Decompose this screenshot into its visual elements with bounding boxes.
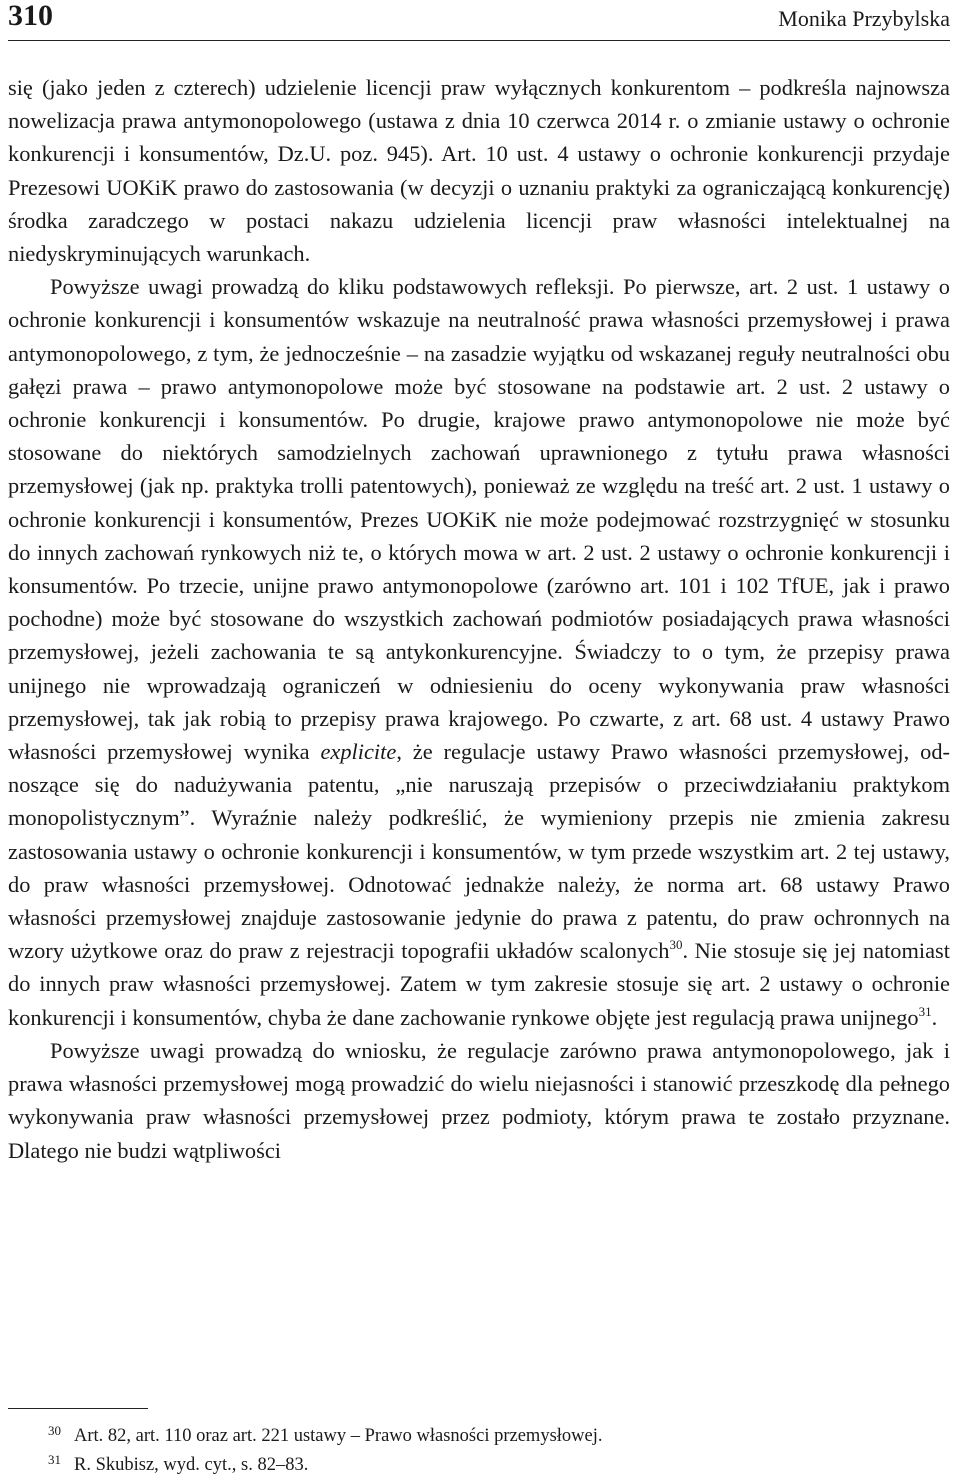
italic-term: explicite (320, 739, 397, 765)
paragraph-3: Powyższe uwagi prowadzą do wniosku, że regulacje zarówno prawa antymonopolowego, jak i prawa własności przemysłowej mogą prowadzić do wielu niejasności i stanowić przeszkodę dla pełnego wykonywania praw własności przemysłowej przez podmioty, którym prawa te zostało przyznane. Dlatego nie budzi wątpliwości (8, 1037, 950, 1163)
footnote-31 (8, 1451, 950, 1480)
footnote-text: R. Skubisz, wyd. cyt., s. 82–83. (74, 1455, 309, 1475)
footnote-text: Art. 82, art. 110 oraz art. 221 ustawy – Prawo własności przemysłowej. (74, 1426, 603, 1446)
paragraph-2-part-1: Powyższe uwagi prowadzą do kliku podstawowych refleksji. Po pierwsze, art. 2 ust. 1 ustawy o ochronie konkurencji i konsumentów wskazuje na neutralność prawa własności przemysłowej i prawa antymonopolowego, z tym, że jednocześnie – na zasadzie wyjątku od wskazanej reguły neutralności obu gałęzi prawa – prawo antymonopolowe może być stosowane na podstawie art. 2 ust. 2 ustawy o ochronie konkurencji i konsumentów. Po drugie, krajowe prawo antymonopolowe nie może być stosowane do niektórych samodzielnych zachowań uprawnionego z tytułu prawa własności przemysłowej (jak np. praktyka trolli patentowych), ponieważ ze względu na treść art. 2 ust. 1 ustawy o ochronie konkurencji i konsumentów, Prezes UOKiK nie może podejmować rozstrzygnięć w stosunku do innych zachowań rynkowych niż te, o których mowa w art. 2 ust. 2 ustawy o ochronie konkurencji i konsumentów. Po trzecie, unijne prawo antymonopolowe (zarówno art. 101 i 102 TfUE, jak i prawo pochodne) może być stosowane do wszystkich zachowań podmiotów posiadających prawa własności przemysłowej, jeżeli zachowania te są antykonkurencyjne. Świadczy to o tym, że przepisy prawa unijnego nie wprowadzają ograniczeń w odniesieniu do oceny wykonywania praw własności przemysłowej, tak jak robią to przepisy prawa krajowego. Po czwarte, z art. 68 ust. 4 ustawy Prawo własności przemysłowej wynika (8, 274, 950, 765)
page-number: 310 (8, 0, 53, 32)
footnote-ref-30[interactable]: 30 (669, 937, 683, 953)
footnote-ref-31[interactable]: 31 (918, 1003, 932, 1019)
running-head-author: Monika Przybylska (778, 6, 950, 31)
footnote-30 (8, 1422, 950, 1451)
footnote-number: 31 (48, 1452, 61, 1467)
paragraph-2 (8, 270, 950, 1034)
paragraph-2-part-3: . Nie stosuje się jej natomiast do innych praw własności przemysłowej. Zatem w tym zakresie stosuje się art. 2 ustawy o ochronie konkurencji i konsumentów, chyba że dane zachowanie rynkowe objęte jest regulacją prawa unijnego (8, 938, 950, 1030)
paragraph-1: się (jako jeden z czterech) udzielenie licencji praw wyłącznych konkurentom – podkreśla najnowsza nowelizacja prawa antymonopolowego (ustawa z dnia 10 czerwca 2014 r. o zmianie ustawy o ochronie konkurencji i konsumentów, Dz.U. poz. 945). Art. 10 ust. 4 ustawy o ochronie konkurencji przydaje Prezesowi UOKiK prawo do zastosowania (w decyzji o uznaniu praktyki za ograniczającą konkurencję) środka zaradczego w postaci nakazu udzielenia licencji praw własności intelektualnej na niedyskryminujących warunkach. (8, 75, 950, 267)
page-header (8, 0, 950, 41)
footnotes (8, 1422, 950, 1480)
paragraph-2-part-2: , że regulacje ustawy Prawo własności przemysłowej, odnoszące się do nadużywania patentu, „nie naruszają przepisów o przeciwdziałaniu praktykom monopolistycznym”. Wyraźnie należy podkreślić, że wymieniony przepis nie zmienia zakresu zastosowania ustawy o ochronie konkurencji i konsumentów, w tym przede wszystkim art. 2 tej ustawy, do praw własności przemysłowej. Odnotować jednakże należy, że norma art. 68 ustawy Prawo własności przemysłowej znajduje zastosowanie jedynie do prawa z patentu, do praw ochronnych na wzory użytkowe oraz do praw z rejestracji topografii układów scalonych (8, 739, 950, 964)
footnote-separator (8, 1408, 148, 1409)
paragraph-2-end: . (931, 1004, 938, 1030)
footnote-number: 30 (48, 1423, 61, 1438)
body-text (8, 71, 950, 1167)
